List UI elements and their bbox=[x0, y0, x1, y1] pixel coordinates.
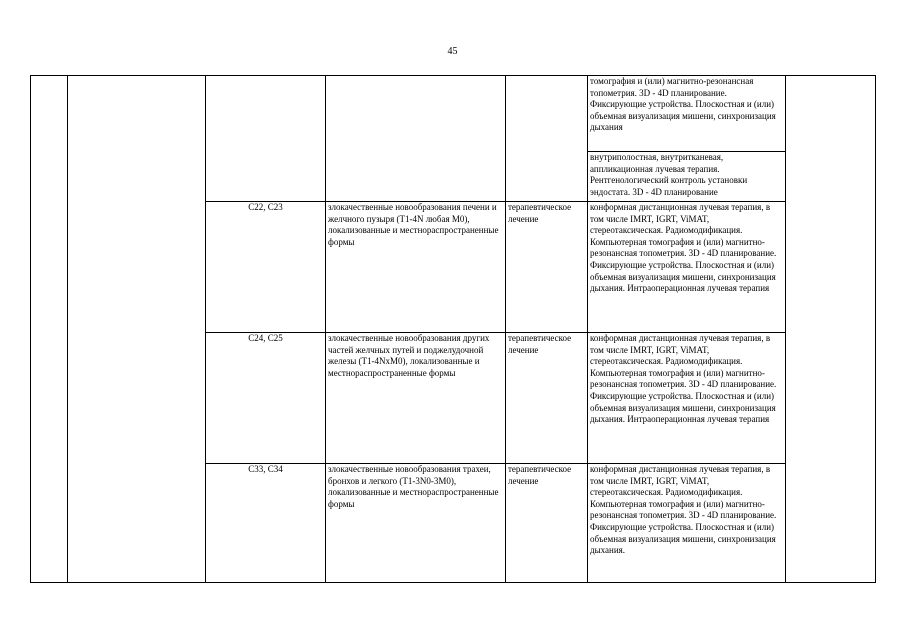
treatment-type-cell: терапевтическое лечение bbox=[506, 202, 588, 333]
number-cell bbox=[31, 76, 68, 583]
code-cell: C24, C25 bbox=[206, 333, 326, 464]
diagnosis-cell: злокачественные новообразования трахеи, бронхов и легкого (T1-3N0-3M0), локализованные и местнораспространенные формы bbox=[326, 464, 506, 583]
diagnosis-cell: злокачественные новообразования других частей желчных путей и поджелудочной железы (T1-4NxM0), локализованные и местнораспространенные формы bbox=[326, 333, 506, 464]
method-cell: конформная дистанционная лучевая терапия, в том числе IMRT, IGRT, ViMAT, стереотаксическая. Радиомодификация. Компьютерная томография и (или) магнитно-резонансная топометрия. 3D - 4D планирование. Фиксирующие устройства. Плоскостная и (или) объемная визуализация мишени, синхронизация дыхания. Интраоперационная лучевая терапия bbox=[588, 202, 786, 333]
cost-cell bbox=[786, 76, 876, 583]
treatment-type-cell: терапевтическое лечение bbox=[506, 464, 588, 583]
code-cell bbox=[206, 76, 326, 202]
diagnosis-cell bbox=[326, 76, 506, 202]
name-cell bbox=[68, 76, 206, 583]
method-cell: внутриполостная, внутритканевая, аппликационная лучевая терапия. Рентгенологический контроль установки эндостата. 3D - 4D планирование bbox=[588, 152, 786, 202]
code-cell: C22, C23 bbox=[206, 202, 326, 333]
method-cell: конформная дистанционная лучевая терапия, в том числе IMRT, IGRT, ViMAT, стереотаксическая. Радиомодификация. Компьютерная томография и (или) магнитно-резонансная топометрия. 3D - 4D планирование. Фиксирующие устройства. Плоскостная и (или) объемная визуализация мишени, синхронизация дыхания. Интраоперационная лучевая терапия bbox=[588, 333, 786, 464]
table-row bbox=[31, 76, 876, 152]
page-number: 45 bbox=[447, 46, 458, 57]
treatment-table bbox=[30, 75, 876, 583]
method-cell: томография и (или) магнитно-резонансная топометрия. 3D - 4D планирование. Фиксирующие устройства. Плоскостная и (или) объемная визуализация мишени, синхронизация дыхания bbox=[588, 76, 786, 152]
method-cell: конформная дистанционная лучевая терапия, в том числе IMRT, IGRT, ViMAT, стереотаксическая. Радиомодификация. Компьютерная томография и (или) магнитно-резонансная топометрия. 3D - 4D планирование. Фиксирующие устройства. Плоскостная и (или) объемная визуализация мишени, синхронизация дыхания. bbox=[588, 464, 786, 583]
code-cell: C33, C34 bbox=[206, 464, 326, 583]
diagnosis-cell: злокачественные новообразования печени и желчного пузыря (T1-4N любая M0), локализованные и местнораспространенные формы bbox=[326, 202, 506, 333]
treatment-type-cell: терапевтическое лечение bbox=[506, 333, 588, 464]
treatment-type-cell bbox=[506, 76, 588, 202]
